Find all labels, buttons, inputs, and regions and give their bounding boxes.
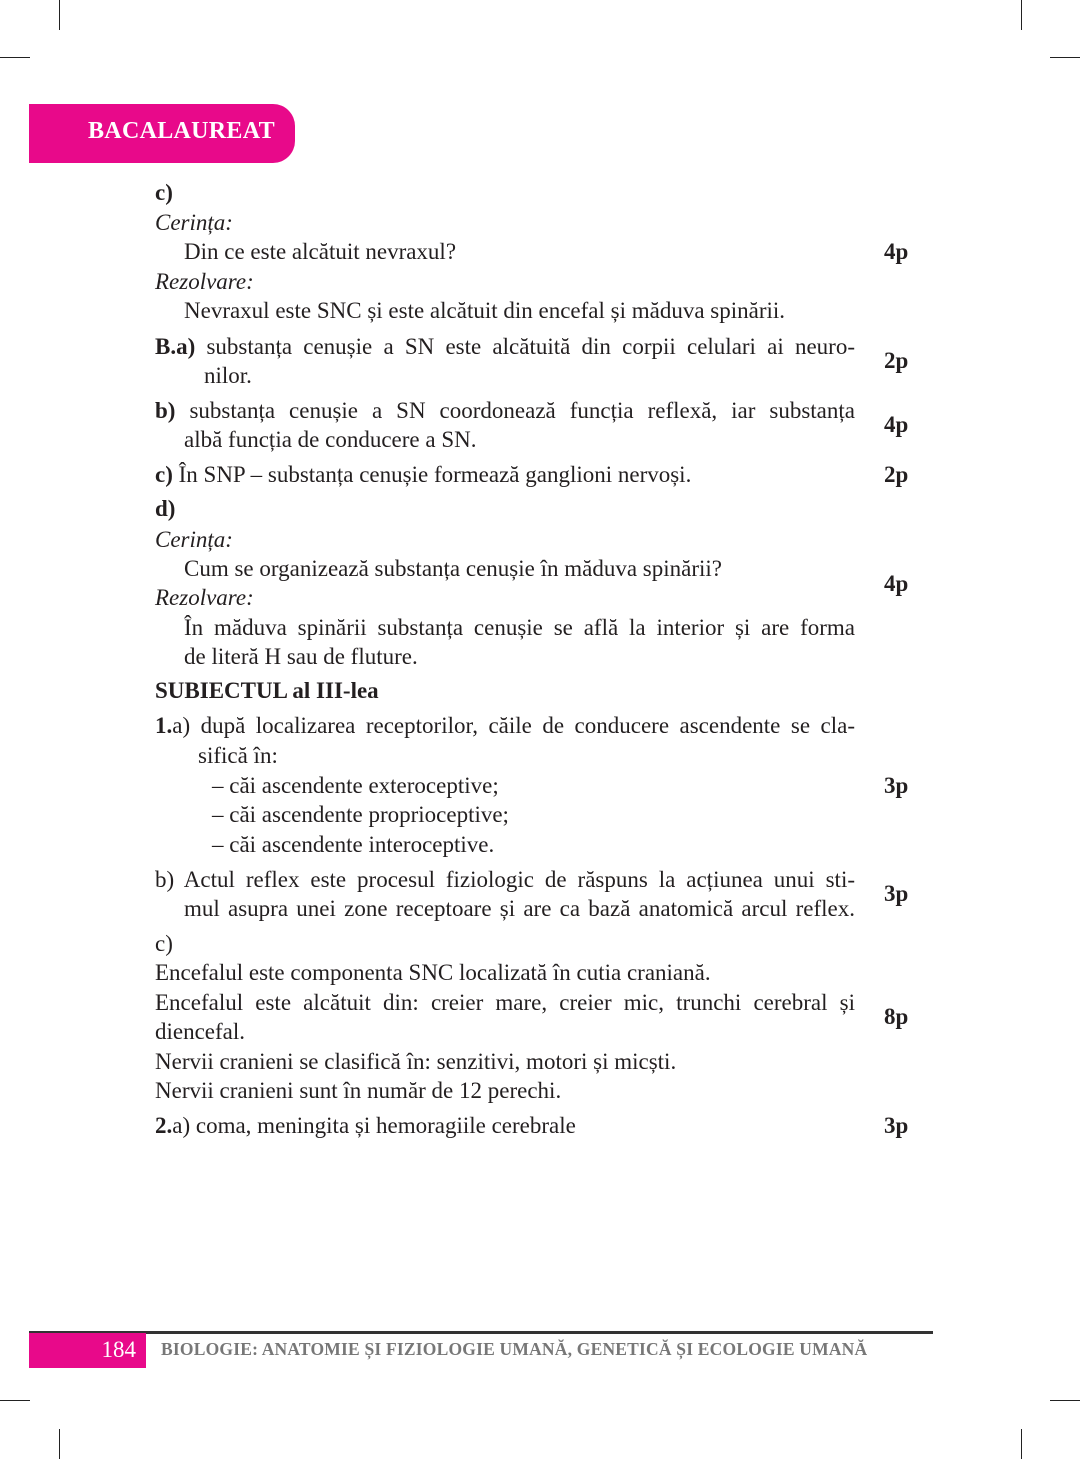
text-line (155, 930, 173, 958)
section-banner (29, 104, 295, 163)
points-value: 4p (884, 239, 909, 264)
line-text: Encefalul este componenta SNC localizată în cutia craniană. (155, 960, 711, 985)
text-line (155, 866, 855, 894)
crop-mark (1050, 1400, 1080, 1401)
text-line (212, 831, 494, 859)
text-line (155, 397, 855, 425)
item-label: c) (155, 462, 173, 487)
text-line (184, 643, 418, 671)
line-text: Rezolvare: (155, 585, 254, 610)
text-line (155, 989, 855, 1017)
text-line (155, 461, 691, 489)
text-line (155, 1048, 676, 1076)
line-text: Rezolvare: (155, 269, 254, 294)
line-text: Din ce este alcătuit nevraxul? (184, 239, 457, 264)
text-line (198, 742, 278, 770)
text-line (155, 1018, 245, 1046)
item-label: 1. (155, 713, 173, 738)
footer-book-title: BIOLOGIE: ANATOMIE ȘI FIZIOLOGIE UMANĂ, GENETICĂ ȘI ECOLOGIE UMANĂ (161, 1339, 868, 1359)
text-line (184, 238, 456, 266)
line-text: Nervii cranieni sunt în număr de 12 perechi. (155, 1078, 562, 1103)
line-text: Cerința: (155, 527, 233, 552)
item-label: B.a) (155, 334, 196, 359)
text-line (184, 895, 855, 923)
text-line (155, 333, 855, 361)
points-value: 3p (884, 1113, 909, 1138)
text-line (155, 209, 233, 237)
points-value: 3p (884, 773, 909, 798)
crop-mark (1021, 1429, 1022, 1459)
points-value: 4p (884, 571, 909, 596)
crop-mark (1021, 0, 1022, 30)
line-text: albă funcția de conducere a SN. (184, 427, 477, 452)
line-text: a) coma, meningita și hemoragiile cerebrale (172, 1113, 576, 1138)
line-text: nilor. (204, 363, 252, 388)
text-line (212, 801, 509, 829)
line-text: – căi ascendente proprioceptive; (212, 802, 509, 827)
item-label: 2. (155, 1113, 173, 1138)
text-line (155, 959, 711, 987)
item-label: b) (155, 398, 176, 423)
text-line (184, 555, 722, 583)
text-line (184, 426, 476, 454)
line-text: substanța cenușie a SN este alcătuită din corpii celulari ai neuro- (195, 334, 855, 359)
points-value: 4p (884, 412, 909, 437)
points-value: 2p (884, 462, 909, 487)
crop-mark (1050, 57, 1080, 58)
crop-mark (59, 1429, 60, 1459)
line-text: – căi ascendente interoceptive. (212, 832, 495, 857)
text-line (155, 677, 379, 705)
line-text: diencefal. (155, 1019, 246, 1044)
line-text: Nervii cranieni se clasifică în: senzitivi, motori și micști. (155, 1049, 677, 1074)
text-line (184, 614, 855, 642)
line-text: substanța cenușie a SN coordonează funcția reflexă, iar substanța (175, 398, 855, 423)
banner-label: BACALAUREAT (88, 118, 275, 144)
text-line (155, 526, 233, 554)
crop-mark (59, 0, 60, 30)
crop-mark (0, 1400, 30, 1401)
text-line (155, 268, 254, 296)
points-value: 2p (884, 348, 909, 373)
line-text: – căi ascendente exteroceptive; (212, 773, 499, 798)
text-line (184, 297, 785, 325)
text-line (155, 1112, 576, 1140)
crop-mark (0, 57, 30, 58)
page-number: 184 (101, 1337, 136, 1362)
line-text: În măduva spinării substanța cenușie se află la interior și are forma (184, 615, 855, 640)
line-text: Cum se organizează substanța cenușie în măduva spinării? (184, 556, 722, 581)
text-line (155, 712, 855, 740)
text-line (212, 772, 499, 800)
line-text: a) după localizarea receptorilor, căile de conducere ascendente se cla- (172, 713, 855, 738)
line-text: Nevraxul este SNC și este alcătuit din encefal și măduva spinării. (184, 298, 786, 323)
footer-rule (29, 1331, 933, 1334)
text-line (155, 495, 175, 523)
item-label: SUBIECTUL al III-lea (155, 678, 379, 703)
text-line (204, 362, 252, 390)
line-text: c) (155, 931, 173, 956)
item-label: c) (155, 180, 173, 205)
line-text: Cerința: (155, 210, 233, 235)
line-text: mul asupra unei zone receptoare și are ca bază anatomică arcul reflex. (184, 896, 855, 921)
line-text: sifică în: (198, 743, 278, 768)
line-text: de literă H sau de fluture. (184, 644, 418, 669)
line-text: b) Actul reflex este procesul fiziologic de răspuns la acțiunea unui sti- (155, 867, 855, 892)
text-line (155, 584, 254, 612)
points-value: 8p (884, 1004, 909, 1029)
page-number-box (29, 1333, 146, 1368)
points-value: 3p (884, 881, 909, 906)
item-label: d) (155, 496, 176, 521)
text-line (155, 179, 173, 207)
line-text: În SNP – substanța cenușie formează ganglioni nervoși. (172, 462, 692, 487)
text-line (155, 1077, 561, 1105)
line-text: Encefalul este alcătuit din: creier mare, creier mic, trunchi cerebral și (155, 990, 855, 1015)
